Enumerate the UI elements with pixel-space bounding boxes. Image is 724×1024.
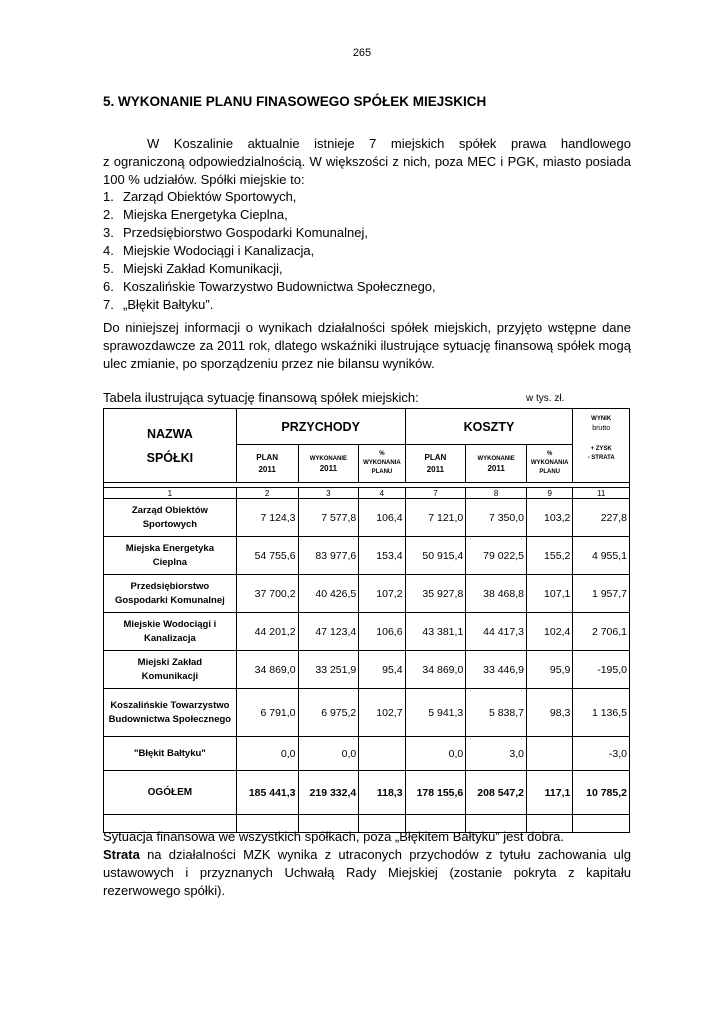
cell-cost-exec: 5 838,7: [466, 689, 527, 737]
header-pct-line1: %: [379, 451, 385, 457]
cell-cost-pct: 98,3: [527, 689, 573, 737]
cell-result: -3,0: [573, 737, 630, 771]
cell-rev-pct: 102,7: [359, 689, 405, 737]
cell-result: 1 957,7: [573, 575, 630, 613]
cell-cost-plan: 50 915,4: [405, 537, 466, 575]
intro-first-line: W Koszalinie aktualnie istnieje 7 miejskich spółek prawa handlowego: [147, 136, 631, 151]
cell-rev-pct: [359, 737, 405, 771]
page-number: 265: [352, 47, 372, 59]
cell-cost-exec: 44 417,3: [466, 613, 527, 651]
cell-cost-pct: 107,1: [527, 575, 573, 613]
company-name-line2: Komunikacji: [141, 670, 199, 682]
column-number: 2: [236, 488, 298, 499]
total-cost-pct: 117,1: [527, 771, 573, 815]
total-rev-plan: 185 441,3: [236, 771, 298, 815]
table-row: [104, 689, 630, 737]
company-name-cell: [104, 575, 237, 613]
header-plan-line1: PLAN: [424, 452, 447, 462]
company-name-line1: Miejska Energetyka: [125, 542, 214, 554]
company-list-item: [103, 206, 436, 224]
intro-paragraph: [103, 135, 631, 189]
header-plan-line2: 2011: [258, 464, 276, 474]
unit-note: w tys. zł.: [526, 393, 565, 404]
list-label: Zarząd Obiektów Sportowych,: [123, 189, 297, 204]
list-number: 7.: [103, 297, 114, 312]
company-name-cell: [104, 499, 237, 537]
summary-paragraph: Sytuacja finansowa we wszystkich spółkach, poza „Błękitem Bałtyku” jest dobra.: [103, 829, 564, 844]
header-result-line2: brutto: [592, 425, 611, 432]
cell-rev-pct: 95,4: [359, 651, 405, 689]
loss-paragraph: [103, 846, 631, 900]
section-heading: 5. WYKONANIE PLANU FINASOWEGO SPÓŁEK MIEJSKICH: [103, 94, 487, 109]
header-name-line2: SPÓŁKI: [146, 450, 194, 465]
company-list-item: [103, 296, 436, 314]
loss-text: na działalności MZK wynika z utraconych przychodów z tytułu zachowania ulg ustawowych i przyznanych Uchwałą Rady Miejskiej (zostanie pokryta z kapitału rezerwowego spółki).: [103, 847, 631, 898]
company-name-line1: Miejskie Wodociągi i: [123, 618, 217, 630]
total-rev-pct: 118,3: [359, 771, 405, 815]
header-name-line1: NAZWA: [146, 426, 193, 441]
cell-rev-plan: 44 201,2: [236, 613, 298, 651]
cell-rev-plan: 0,0: [236, 737, 298, 771]
list-number: 1.: [103, 189, 114, 204]
cell-cost-plan: 7 121,0: [405, 499, 466, 537]
header-plan-line1: PLAN: [256, 452, 279, 462]
list-number: 5.: [103, 261, 114, 276]
financial-table: [103, 408, 630, 833]
header-result-line3: + ZYSK: [590, 446, 612, 452]
company-list-item: [103, 224, 436, 242]
column-number: 4: [359, 488, 405, 499]
company-name-line1: Koszalińskie Towarzystwo: [110, 699, 230, 711]
total-cost-plan: 178 155,6: [405, 771, 466, 815]
header-pct-line2: WYKONANIA: [363, 460, 401, 466]
table-row: [104, 537, 630, 575]
company-name-line2: Sportowych: [142, 518, 198, 530]
table-row: [104, 499, 630, 537]
header-exec-line1: WYKONANIE: [477, 455, 515, 462]
total-label: OGÓŁEM: [104, 771, 237, 815]
cell-rev-plan: 6 791,0: [236, 689, 298, 737]
company-name-cell: [104, 651, 237, 689]
list-label: Koszalińskie Towarzystwo Budownictwa Społecznego,: [123, 279, 436, 294]
header-result-line1: WYNIK: [591, 416, 612, 422]
cell-rev-exec: 40 426,5: [298, 575, 359, 613]
list-label: Miejska Energetyka Cieplna,: [123, 207, 288, 222]
cell-rev-pct: 106,6: [359, 613, 405, 651]
company-name-line1: Miejski Zakład: [137, 656, 203, 668]
list-number: 6.: [103, 279, 114, 294]
table-row: [104, 651, 630, 689]
company-list-item: [103, 242, 436, 260]
cell-cost-exec: 33 446,9: [466, 651, 527, 689]
cell-result: 4 955,1: [573, 537, 630, 575]
list-number: 4.: [103, 243, 114, 258]
header-result: [573, 409, 630, 483]
cell-rev-exec: 83 977,6: [298, 537, 359, 575]
column-numbers-row: [104, 488, 630, 499]
cell-cost-exec: 3,0: [466, 737, 527, 771]
cell-result: 227,8: [573, 499, 630, 537]
cell-rev-exec: 47 123,4: [298, 613, 359, 651]
company-name-line1: Zarząd Obiektów: [131, 504, 208, 516]
header-costs: KOSZTY: [405, 409, 573, 445]
company-name-line1: "Błękit Bałtyku": [133, 747, 206, 759]
company-list-item: [103, 188, 436, 206]
header-plan-costs: [405, 445, 466, 483]
data-note-paragraph: Do niniejszej informacji o wynikach działalności spółek miejskich, przyjęto wstępne dane sprawozdawcze za 2011 rok, dlatego wskaźniki ilustrujące sytuację finansową spółek mogą ulec zmianie, po sporządzeniu przez nie bilansu wyników.: [103, 320, 631, 371]
column-number: 9: [527, 488, 573, 499]
cell-cost-pct: 95,9: [527, 651, 573, 689]
cell-cost-exec: 7 350,0: [466, 499, 527, 537]
header-result-line4: - STRATA: [587, 455, 615, 461]
header-pct-line1: %: [546, 451, 553, 457]
header-plan-revenue: [236, 445, 298, 483]
header-pct-line2: WYKONANIA: [530, 460, 569, 466]
cell-rev-plan: 34 869,0: [236, 651, 298, 689]
header-exec-line1: WYKONANIE: [309, 455, 348, 462]
cell-result: -195,0: [573, 651, 630, 689]
table-row: [104, 575, 630, 613]
cell-cost-exec: 38 468,8: [466, 575, 527, 613]
table-row: [104, 613, 630, 651]
table-row: [104, 737, 630, 771]
cell-cost-plan: 35 927,8: [405, 575, 466, 613]
cell-rev-exec: 6 975,2: [298, 689, 359, 737]
table-caption: Tabela ilustrująca sytuację finansową spółek miejskich:: [103, 390, 419, 405]
company-name-cell: [104, 737, 237, 771]
list-label: Miejskie Wodociągi i Kanalizacja,: [123, 243, 315, 258]
intro-rest: z ograniczoną odpowiedzialnością. W większości z nich, poza MEC i PGK, miasto posiada 100 % udziałów. Spółki miejskie to:: [103, 154, 631, 187]
company-list-item: [103, 278, 436, 296]
cell-cost-plan: 43 381,1: [405, 613, 466, 651]
column-number: 11: [573, 488, 630, 499]
total-cost-exec: 208 547,2: [466, 771, 527, 815]
cell-cost-pct: [527, 737, 573, 771]
cell-cost-exec: 79 022,5: [466, 537, 527, 575]
cell-rev-exec: 7 577,8: [298, 499, 359, 537]
cell-result: 1 136,5: [573, 689, 630, 737]
company-name-line2: Cieplna: [152, 556, 188, 568]
list-number: 2.: [103, 207, 114, 222]
column-number: 8: [466, 488, 527, 499]
company-name-line2: Budownictwa Społecznego: [108, 713, 232, 725]
cell-rev-pct: 153,4: [359, 537, 405, 575]
cell-rev-plan: 54 755,6: [236, 537, 298, 575]
total-row: [104, 771, 630, 815]
list-label: Przedsiębiorstwo Gospodarki Komunalnej,: [123, 225, 368, 240]
cell-rev-plan: 37 700,2: [236, 575, 298, 613]
company-name-line2: Kanalizacja: [144, 632, 196, 644]
company-name-cell: [104, 613, 237, 651]
list-label: „Błękit Bałtyku”.: [123, 297, 214, 312]
header-pct-revenue: [359, 445, 405, 483]
cell-cost-plan: 5 941,3: [405, 689, 466, 737]
cell-cost-plan: 0,0: [405, 737, 466, 771]
header-revenue: PRZYCHODY: [236, 409, 405, 445]
header-company-name: [104, 409, 237, 483]
loss-bold-word: Strata: [103, 847, 140, 862]
list-number: 3.: [103, 225, 114, 240]
header-exec-line2: 2011: [487, 463, 505, 473]
cell-cost-pct: 155,2: [527, 537, 573, 575]
cell-cost-pct: 103,2: [527, 499, 573, 537]
cell-rev-exec: 33 251,9: [298, 651, 359, 689]
cell-rev-exec: 0,0: [298, 737, 359, 771]
column-number: 3: [298, 488, 359, 499]
companies-list: [103, 188, 436, 314]
company-name-line2: Gospodarki Komunalnej: [114, 594, 225, 606]
header-pct-costs: [527, 445, 573, 483]
header-exec-line2: 2011: [319, 463, 338, 473]
cell-cost-pct: 102,4: [527, 613, 573, 651]
total-result: 10 785,2: [573, 771, 630, 815]
header-exec-revenue: [298, 445, 359, 483]
list-label: Miejski Zakład Komunikacji,: [123, 261, 283, 276]
cell-result: 2 706,1: [573, 613, 630, 651]
cell-rev-pct: 106,4: [359, 499, 405, 537]
cell-rev-plan: 7 124,3: [236, 499, 298, 537]
header-pct-line3: PLANU: [371, 469, 393, 475]
cell-rev-pct: 107,2: [359, 575, 405, 613]
header-exec-costs: [466, 445, 527, 483]
column-number: 7: [405, 488, 466, 499]
company-name-cell: [104, 689, 237, 737]
column-number: 1: [104, 488, 237, 499]
company-name-line1: Przedsiębiorstwo: [130, 580, 210, 592]
header-plan-line2: 2011: [426, 464, 445, 474]
header-pct-line3: PLANU: [539, 469, 560, 475]
company-list-item: [103, 260, 436, 278]
company-name-cell: [104, 537, 237, 575]
cell-cost-plan: 34 869,0: [405, 651, 466, 689]
total-rev-exec: 219 332,4: [298, 771, 359, 815]
